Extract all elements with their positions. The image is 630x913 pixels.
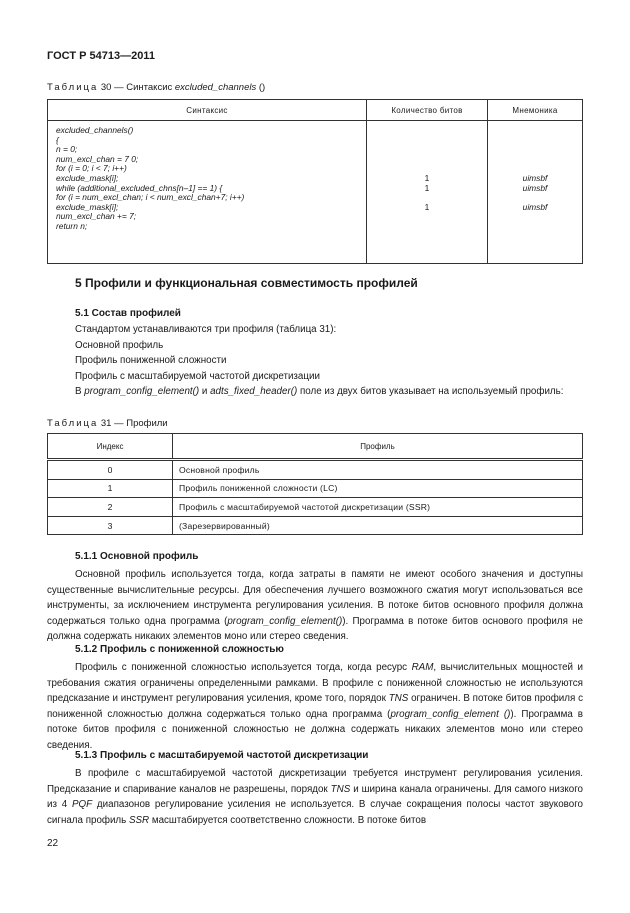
code-line: exclude_mask[i];	[56, 172, 119, 183]
table-row: 0 Основной профиль	[48, 460, 583, 480]
table30-code-cell	[48, 121, 367, 264]
mnemonic-value: uimsbf	[522, 182, 548, 193]
code-line: exclude_mask[i];	[56, 201, 119, 212]
table30-bits-cell	[367, 121, 488, 264]
code-line: for (i = num_excl_chan; i < num_excl_chan+7; i++)	[56, 192, 245, 203]
profile-list-item: Профиль с масштабируемой частотой дискретизации	[75, 370, 320, 382]
table31-col-index: Индекс	[48, 434, 173, 460]
code-line: num_excl_chan += 7;	[56, 211, 137, 222]
section-5-1-2-heading: 5.1.2 Профиль с пониженной сложностью	[75, 644, 284, 655]
code-line: {	[56, 134, 59, 145]
page-number: 22	[47, 838, 59, 849]
bits-value: 1	[424, 201, 430, 212]
code-line: for (i = 0; i < 7; i++)	[56, 163, 127, 174]
section-5-1-heading: 5.1 Состав профилей	[75, 308, 181, 319]
mnemonic-value: uimsbf	[522, 201, 548, 212]
mnemonic-value: uimsbf	[522, 172, 548, 183]
section-5-1-2-body: Профиль с пониженной сложностью используется тогда, когда ресурс RAM, вычислительных мощностей и требования сжатия ограничены определенными рамками. В профиле с пониженной сложностью не используются предсказание и инструмент регулирования усиления, кроме того, порядок TNS ограничен. В потоке битов профиля с пониженной сложностью должна содержаться только одна программа (program_config_element ()). Программа в потоке битов профиля с пониженной сложностью не должна содержать никаких элементов моно или стерео сведения.	[47, 662, 584, 751]
document-header: ГОСТ Р 54713—2011	[47, 50, 155, 62]
table30-mnemonic-cell	[488, 121, 583, 264]
table30-col-syntax: Синтаксис	[48, 100, 367, 121]
table30-syntax	[47, 99, 583, 264]
table-row: 1 Профиль пониженной сложности (LC)	[48, 479, 583, 498]
section-5-1-1-heading: 5.1.1 Основной профиль	[75, 551, 199, 562]
profile-list-item: Основной профиль	[75, 339, 164, 351]
code-line: n = 0;	[56, 144, 78, 155]
section-5-1-3-heading: 5.1.3 Профиль с масштабируемой частотой дискретизации	[75, 750, 369, 761]
code-line: return n;	[56, 220, 88, 231]
bits-value: 1	[424, 182, 430, 193]
code-line: while (additional_excluded_chns[n–1] == 1) {	[56, 182, 223, 193]
table30-col-bits: Количество битов	[367, 100, 488, 121]
table31-col-profile: Профиль	[173, 434, 583, 460]
section-5-1-1-body: Основной профиль используется тогда, когда затраты в памяти не имеют особого значения и доступны существенные вычислительные ресурсы. Для обеспечения лучшего возможного сжатия могут использоваться все инструменты, за исключением инструмента регулирования усиления. В потоке битов основного профиля должна содержаться только одна программа (program_config_element()). Программа в потоке битов основого профиля не должна содержать никаких элементов моно или стерео сведения.	[47, 569, 583, 643]
code-line: num_excl_chan = 7 0;	[56, 153, 139, 164]
code-line: excluded_channels()	[56, 125, 134, 135]
section-5-1-3-body: В профиле с масштабируемой частотой дискретизации требуется инструмент регулирования усиления. Предсказание и спаривание каналов не разрешены, порядок TNS и ширина канала ограничены. Для самого низкого из 4 PQF диапазонов регулирование усиления не используется. В случае сокращения полосы частот звукового сигнала профиль SSR масштабируется соответственно сложности. В потоке битов	[47, 768, 583, 826]
bits-value: 1	[424, 172, 430, 183]
profile-list-item: Профиль пониженной сложности	[75, 355, 227, 367]
table30-col-mnemonic: Мнемоника	[488, 100, 583, 121]
section-5-1-body: Стандартом устанавливаются три профиля (таблица 31): Основной профиль Профиль пониженной сложности Профиль с масштабируемой частотой дискретизации В program_config_element() и adts_fixed_header() поле из двух битов указывает на используемый профиль:	[47, 322, 583, 400]
section-5-heading: 5 Профили и функциональная совместимость профилей	[75, 276, 418, 290]
table31-caption: Таблица 31 — Профили	[47, 418, 168, 429]
table31-profiles	[47, 433, 583, 535]
table-row: 3 (Зарезервированный)	[48, 516, 583, 535]
table30-caption: Таблица 30 — Синтаксис excluded_channels ()	[47, 82, 266, 93]
table-row: 2 Профиль с масштабируемой частотой дискретизации (SSR)	[48, 498, 583, 517]
